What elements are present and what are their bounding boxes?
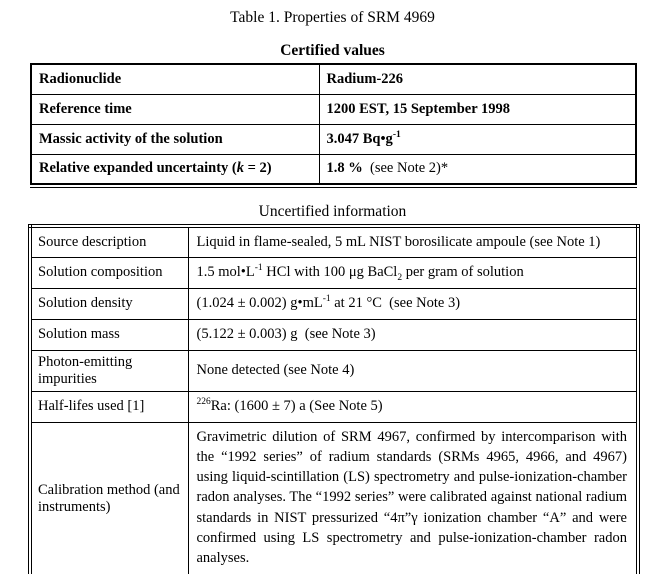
row-value: None detected (see Note 4) <box>188 350 638 391</box>
row-label: Reference time <box>31 94 319 124</box>
certified-values-table <box>30 63 637 185</box>
table-row <box>30 288 638 319</box>
row-value <box>319 154 636 184</box>
table-row <box>30 257 638 288</box>
row-label: Solution density <box>30 288 188 319</box>
table-row <box>30 391 638 422</box>
row-value: Gravimetric dilution of SRM 4967, confirmed by intercomparison with the “1992 series” of radium standards (SRMs 4965, 4966, and 4967) using liquid-scintillation (LS) spectrometry and pulse-ionization-chamber radon analyses. The “1992 series” were calibrated against national radium standards in NIST pressurized “4π”γ ionization chamber “A” and were confirmed using LS spectrometry and pulse-ionization-chamber radon analyses. <box>188 422 638 574</box>
uncertified-information-table <box>28 224 640 574</box>
value-note-text: (see Note 2)* <box>362 160 449 177</box>
value-text: Ra: (1600 ± 7) a (See Note 5) <box>210 398 383 414</box>
table-row <box>31 154 636 184</box>
value-text: per gram of solution <box>402 264 524 280</box>
label-text: = 2) <box>244 160 272 177</box>
table-row <box>31 124 636 154</box>
value-bold-text: 1.8 % <box>326 160 363 177</box>
row-value <box>188 257 638 288</box>
value-text: HCl with 100 μg BaCl <box>262 264 398 280</box>
superscript: -1 <box>254 263 263 274</box>
uncertified-information-heading: Uncertified information <box>258 203 407 220</box>
value-text: (1.024 ± 0.002) g•mL <box>196 295 323 311</box>
table-row <box>30 350 638 391</box>
table-row <box>30 422 638 574</box>
row-label: Source description <box>30 226 188 257</box>
row-value: Radium-226 <box>319 64 636 94</box>
row-value <box>188 288 638 319</box>
table-bottom-rule <box>30 187 637 188</box>
row-value: (5.122 ± 0.003) g (see Note 3) <box>188 319 638 350</box>
row-value: 1200 EST, 15 September 1998 <box>319 94 636 124</box>
row-label: Solution composition <box>30 257 188 288</box>
row-value <box>319 124 636 154</box>
table-row <box>30 226 638 257</box>
table-row <box>31 94 636 124</box>
value-text: at 21 °C (see Note 3) <box>330 295 461 311</box>
subscript: 2 <box>397 272 403 283</box>
italic-k: k <box>236 160 244 177</box>
row-label: Massic activity of the solution <box>31 124 319 154</box>
row-label: Photon-emitting impurities <box>30 350 188 391</box>
row-label <box>31 154 319 184</box>
certified-values-heading: Certified values <box>280 42 385 59</box>
value-text: 1.5 mol•L <box>196 264 255 280</box>
row-label: Solution mass <box>30 319 188 350</box>
row-value: Liquid in flame-sealed, 5 mL NIST borosilicate ampoule (see Note 1) <box>188 226 638 257</box>
table-title: Table 1. Properties of SRM 4969 <box>230 9 435 26</box>
row-label: Calibration method (and instruments) <box>30 422 188 574</box>
row-label: Half-lifes used [1] <box>30 391 188 422</box>
table-row <box>30 319 638 350</box>
row-label: Radionuclide <box>31 64 319 94</box>
superscript: -1 <box>392 129 401 140</box>
table-row <box>31 64 636 94</box>
superscript: -1 <box>322 294 331 305</box>
superscript: 226 <box>196 397 211 408</box>
row-value <box>188 391 638 422</box>
value-text: 3.047 Bq•g <box>326 130 393 147</box>
label-text: Relative expanded uncertainty ( <box>39 160 237 177</box>
